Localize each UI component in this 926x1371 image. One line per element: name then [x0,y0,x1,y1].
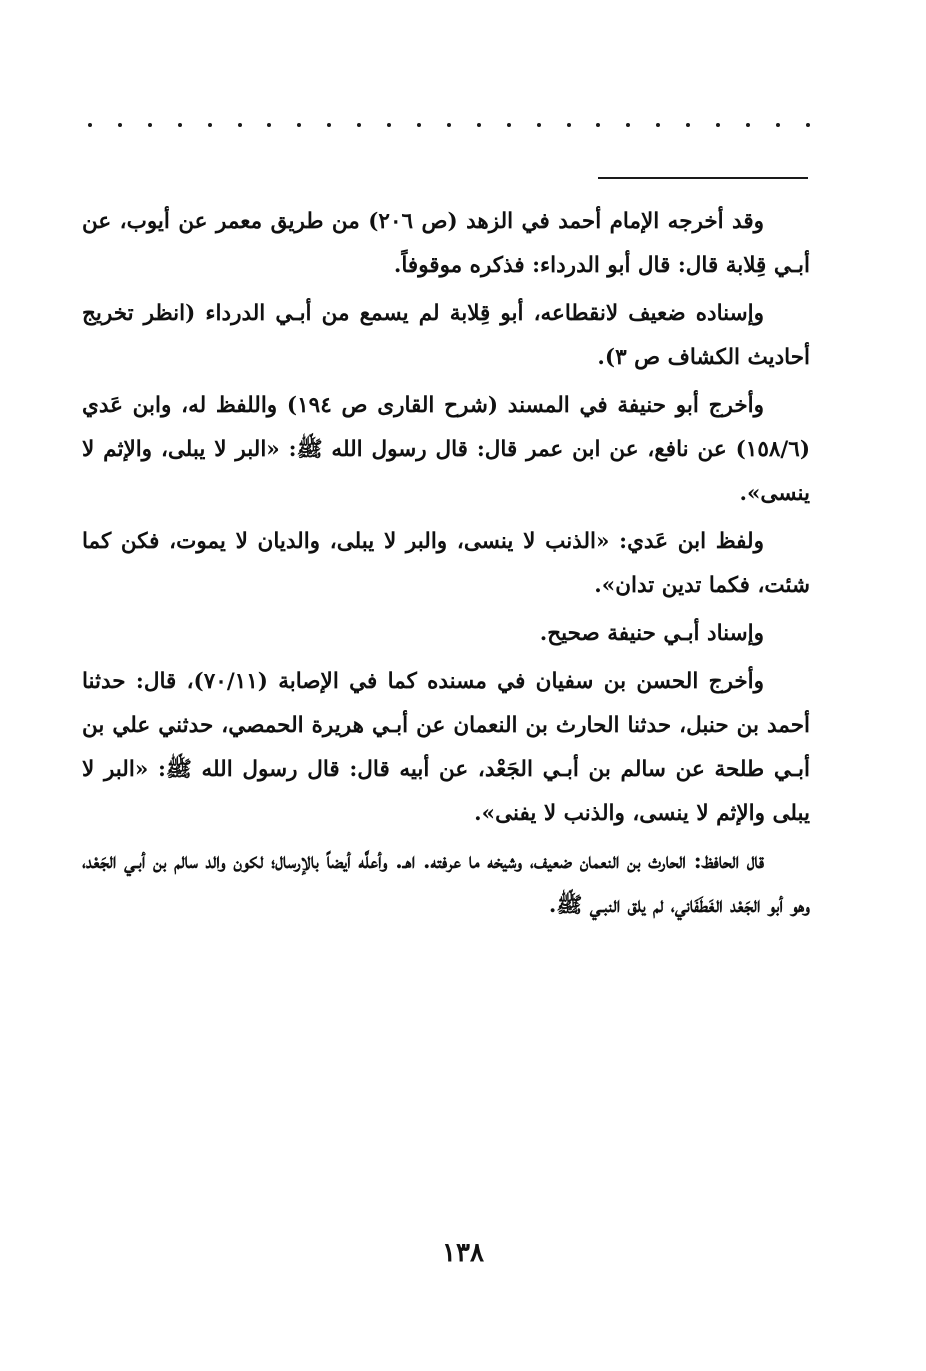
paragraph: وإسناد أبـي حنيفة صحيح. [539,621,764,646]
separator-dot [357,123,361,127]
paragraph: ولفظ ابن عَدي: «الذنب لا ينسى، والبر لا يبلى، والديان لا يموت، فكن كما شئت، فكما تدين تدان». [82,529,810,598]
paragraph: وإسناده ضعيف لانقطاعه، أبو قِلابة لم يسمع من أبـي الدرداء (انظر تخريج أحاديث الكشاف ص ٣). [82,301,810,370]
separator-dot [656,123,660,127]
separator-dot [806,123,810,127]
separator-dot [297,123,301,127]
separator-dot [567,123,571,127]
paragraph: وأخرج الحسن بن سفيان في مسنده كما في الإصابة (٧٠/١١)، قال: حدثنا أحمد بن حنبل، حدثنا الحارث بن النعمان عن أبـي هريرة الحمصي، حدثني علي بن أبـي طلحة عن سالم بن أبـي الجَعْد، عن أبيه قال: قال رسول الله ﷺ: «البر لا يبلى والإثم لا ينسى، والذنب لا يفنى». [82,669,810,826]
separator-dot [507,123,511,127]
ornamental-dot-separator [88,118,810,132]
separator-dot [477,123,481,127]
separator-dot [776,123,780,127]
separator-dot [387,123,391,127]
separator-dot [746,123,750,127]
separator-dot [178,123,182,127]
separator-dot [537,123,541,127]
separator-dot [626,123,630,127]
paragraph: وأخرج أبو حنيفة في المسند (شرح القارى ص ١٩٤) واللفظ له، وابن عَدي (١٥٨/٦) عن نافع، عن ابن عمر قال: قال رسول الله ﷺ: «البر لا يبلى، والإثم لا ينسى». [82,393,810,506]
separator-dot [327,123,331,127]
separator-dot [88,123,92,127]
separator-dot [447,123,451,127]
separator-dot [596,123,600,127]
paragraph: قال الحافظ: الحارث بن النعمان ضعيف، وشيخه ما عرفته. اهـ. وأعلَّه أيضاً بالإرسال؛ لكون والد سالم بن أبـي الجَعْد، وهو أبو الجَعْد الغَطَفَاني، لم يلق النبـي ﷺ. [82,849,810,918]
separator-dot [208,123,212,127]
separator-dot [118,123,122,127]
paragraph: وقد أخرجه الإمام أحمد في الزهد (ص ٢٠٦) من طريق معمر عن أيوب، عن أبـي قِلابة قال: قال أبو الدرداء: فذكره موقوفاً. [82,209,810,278]
separator-dot [267,123,271,127]
footnote-divider-line [598,177,808,179]
separator-dot [417,123,421,127]
footnote-text-block [82,200,810,932]
page-number: ١٣٨ [442,1238,484,1268]
separator-dot [148,123,152,127]
separator-dot [716,123,720,127]
separator-dot [238,123,242,127]
separator-dot [686,123,690,127]
